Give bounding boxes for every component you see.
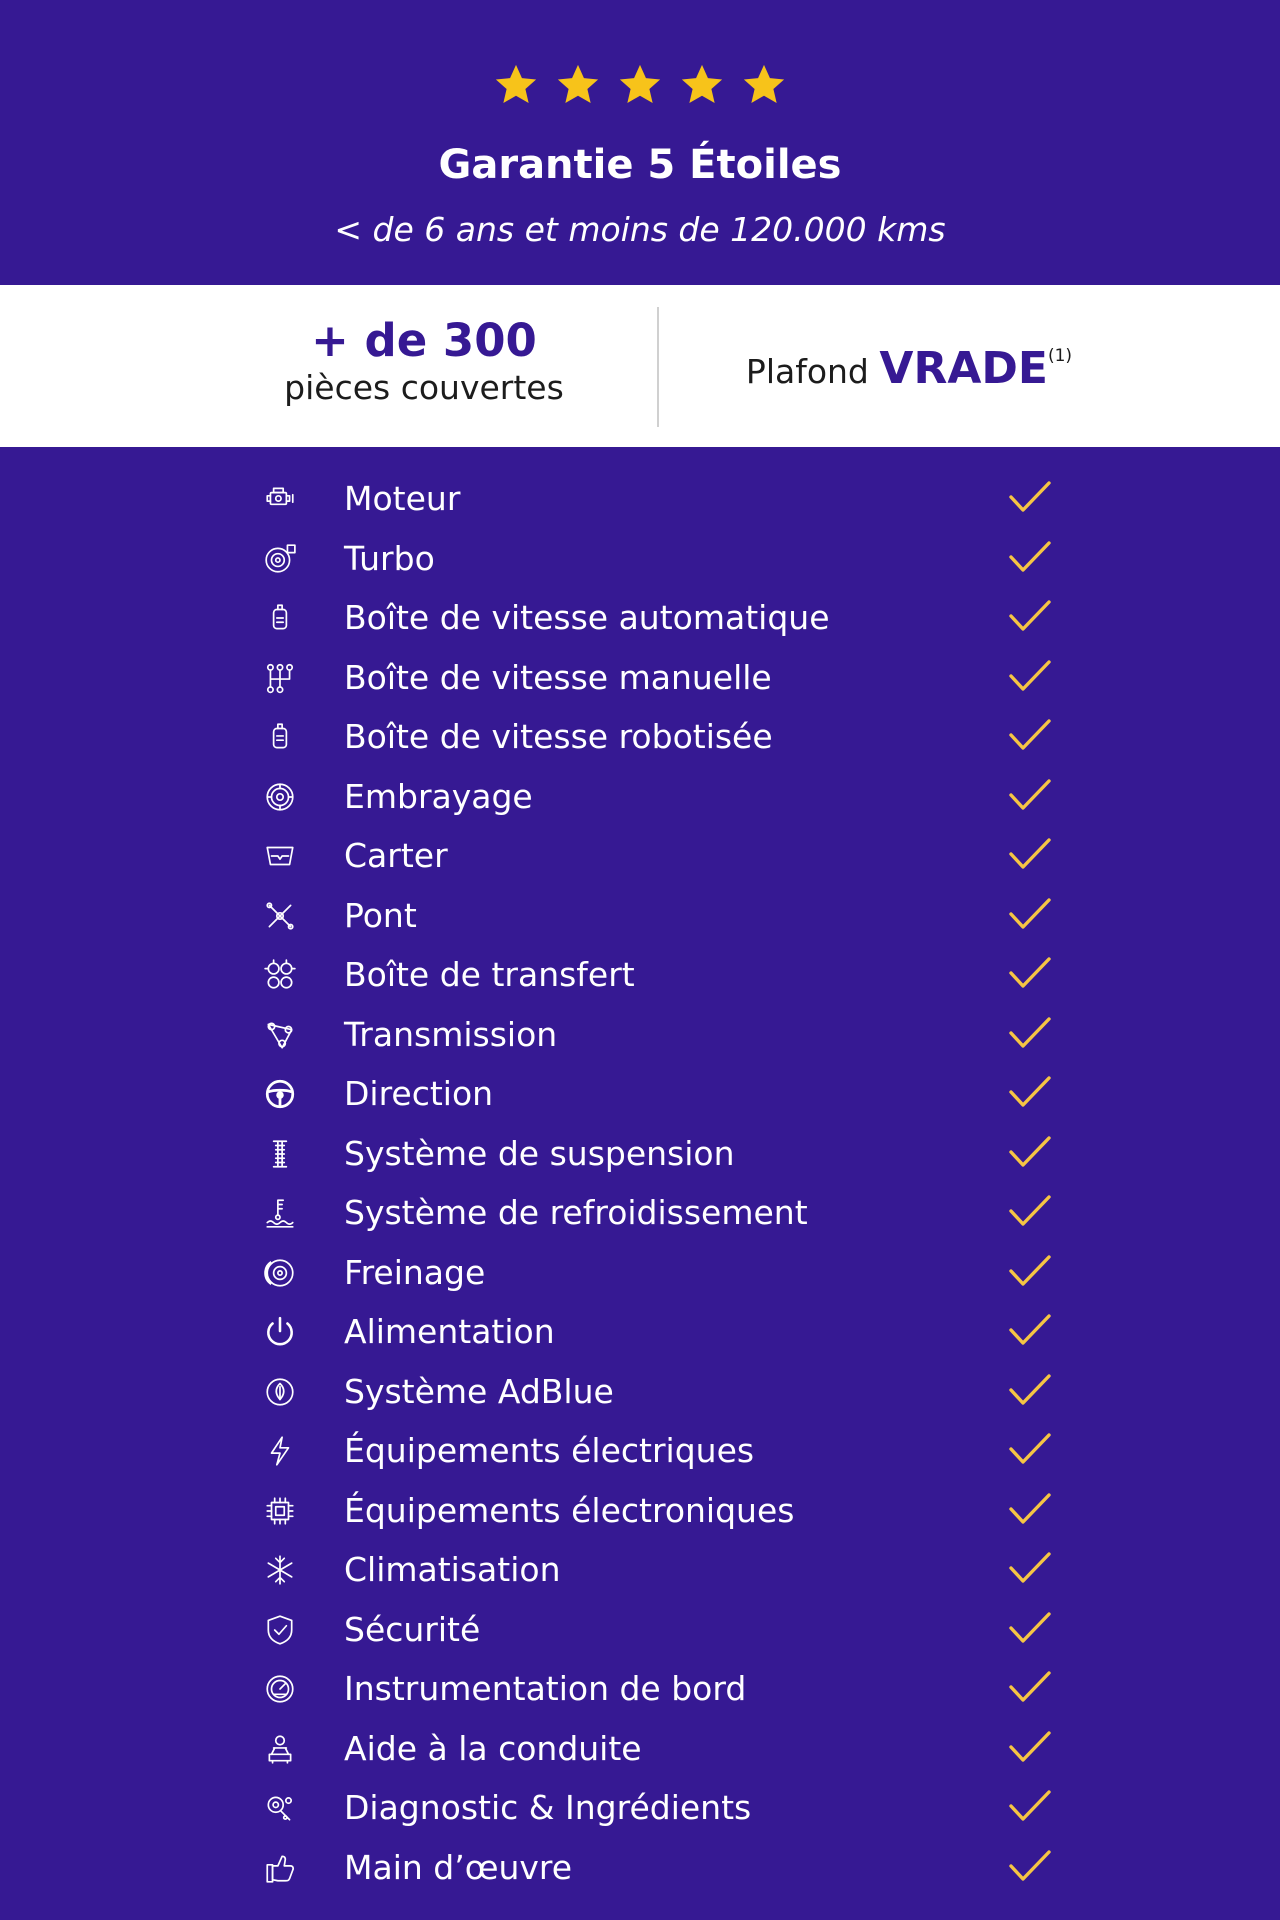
checkmark-icon <box>1007 1491 1053 1527</box>
coverage-label: Équipements électroniques <box>344 1490 795 1530</box>
checkmark-icon <box>1007 777 1053 813</box>
coverage-label: Turbo <box>344 538 435 578</box>
engine-icon <box>263 482 297 516</box>
checkmark-icon <box>1007 836 1053 872</box>
coverage-row <box>0 1065 1280 1125</box>
page-subtitle: < de 6 ans et moins de 120.000 kms <box>334 210 946 249</box>
parts-label: pièces couvertes <box>284 368 564 407</box>
coverage-label: Main d’œuvre <box>344 1847 573 1887</box>
coverage-row <box>0 887 1280 947</box>
summary-band <box>0 285 1280 447</box>
checkmark-icon <box>1007 955 1053 991</box>
coverage-label: Système de suspension <box>344 1133 735 1173</box>
transmission-belt-icon <box>263 1018 297 1052</box>
checkmark-icon <box>1007 539 1053 575</box>
coverage-label: Boîte de vitesse automatique <box>344 598 830 637</box>
checkmark-icon <box>1007 1610 1053 1646</box>
checkmark-icon <box>1007 1372 1053 1408</box>
coverage-row <box>0 470 1280 530</box>
coverage-row <box>0 1779 1280 1839</box>
diagnostic-icon <box>263 1791 297 1825</box>
checkmark-icon <box>1007 1788 1053 1824</box>
lightning-icon <box>263 1434 297 1468</box>
star-icon <box>493 62 539 108</box>
coverage-label: Direction <box>344 1074 494 1113</box>
coverage-label: Système AdBlue <box>344 1371 614 1411</box>
adblue-icon <box>263 1375 297 1409</box>
coverage-label: Diagnostic & Ingrédients <box>344 1788 752 1827</box>
coverage-label: Carter <box>344 836 448 875</box>
coverage-label: Sécurité <box>344 1609 481 1649</box>
shield-icon <box>263 1613 297 1647</box>
star-icon <box>679 62 725 108</box>
labor-hand-icon <box>263 1851 297 1885</box>
ceiling-brand: VRADE <box>879 343 1048 394</box>
coverage-row <box>0 946 1280 1006</box>
coverage-row <box>0 1720 1280 1780</box>
coverage-label: Boîte de transfert <box>344 955 635 994</box>
checkmark-icon <box>1007 1074 1053 1110</box>
coverage-list <box>0 470 1280 1898</box>
oil-pan-icon <box>263 839 297 873</box>
transfer-case-icon <box>263 958 297 992</box>
steering-wheel-icon <box>263 1077 297 1111</box>
clutch-icon <box>263 780 297 814</box>
coverage-row <box>0 1422 1280 1482</box>
driver-assist-icon <box>263 1732 297 1766</box>
header <box>0 0 1280 285</box>
checkmark-icon <box>1007 1729 1053 1765</box>
star-icon <box>617 62 663 108</box>
coverage-label: Freinage <box>344 1252 486 1292</box>
coverage-label: Embrayage <box>344 776 533 816</box>
turbo-icon <box>263 542 297 576</box>
checkmark-icon <box>1007 896 1053 932</box>
chip-icon <box>263 1494 297 1528</box>
ceiling-footnote: (1) <box>1047 346 1073 366</box>
coverage-label: Système de refroidissement <box>344 1193 808 1232</box>
star-icon <box>555 62 601 108</box>
ceiling-info <box>659 343 1159 394</box>
coverage-row <box>0 1363 1280 1423</box>
coverage-label: Pont <box>344 895 417 935</box>
checkmark-icon <box>1007 1015 1053 1051</box>
ceiling-prefix: Plafond <box>745 352 869 391</box>
coverage-row <box>0 1601 1280 1661</box>
star-icon <box>741 62 787 108</box>
coverage-row <box>0 1660 1280 1720</box>
page-title: Garantie 5 Étoiles <box>438 142 842 188</box>
coverage-row <box>0 530 1280 590</box>
coverage-label: Aide à la conduite <box>344 1728 642 1768</box>
coverage-row <box>0 827 1280 887</box>
rating-stars <box>0 62 1280 108</box>
checkmark-icon <box>1007 1669 1053 1705</box>
gauge-icon <box>263 1672 297 1706</box>
checkmark-icon <box>1007 1253 1053 1289</box>
coverage-label: Équipements électriques <box>344 1431 755 1470</box>
manual-gearbox-icon <box>263 661 297 695</box>
checkmark-icon <box>1007 658 1053 694</box>
axle-icon <box>263 899 297 933</box>
coverage-label: Transmission <box>344 1014 558 1054</box>
checkmark-icon <box>1007 1431 1053 1467</box>
checkmark-icon <box>1007 1550 1053 1586</box>
coverage-label: Boîte de vitesse robotisée <box>344 717 773 756</box>
coverage-row <box>0 1184 1280 1244</box>
coverage-label: Moteur <box>344 479 461 518</box>
power-icon <box>263 1315 297 1349</box>
coverage-row <box>0 1839 1280 1899</box>
coverage-row <box>0 1244 1280 1304</box>
coverage-label: Boîte de vitesse manuelle <box>344 657 772 697</box>
coverage-row <box>0 1482 1280 1542</box>
robotized-gearbox-icon <box>263 720 297 754</box>
coverage-row <box>0 589 1280 649</box>
checkmark-icon <box>1007 1134 1053 1170</box>
checkmark-icon <box>1007 1312 1053 1348</box>
coolant-icon <box>263 1196 297 1230</box>
checkmark-icon <box>1007 479 1053 515</box>
brake-disc-icon <box>263 1256 297 1290</box>
coverage-row <box>0 708 1280 768</box>
coverage-row <box>0 1125 1280 1185</box>
checkmark-icon <box>1007 1848 1053 1884</box>
checkmark-icon <box>1007 717 1053 753</box>
coverage-row <box>0 649 1280 709</box>
coverage-row <box>0 1541 1280 1601</box>
coverage-label: Climatisation <box>344 1550 561 1589</box>
automatic-gearbox-icon <box>263 601 297 635</box>
coverage-row <box>0 1303 1280 1363</box>
coverage-label: Instrumentation de bord <box>344 1669 747 1708</box>
coverage-row <box>0 768 1280 828</box>
parts-count: + de 300 <box>311 314 537 367</box>
coverage-row <box>0 1006 1280 1066</box>
checkmark-icon <box>1007 1193 1053 1229</box>
coverage-label: Alimentation <box>344 1312 555 1351</box>
checkmark-icon <box>1007 598 1053 634</box>
snowflake-icon <box>263 1553 297 1587</box>
suspension-icon <box>263 1137 297 1171</box>
